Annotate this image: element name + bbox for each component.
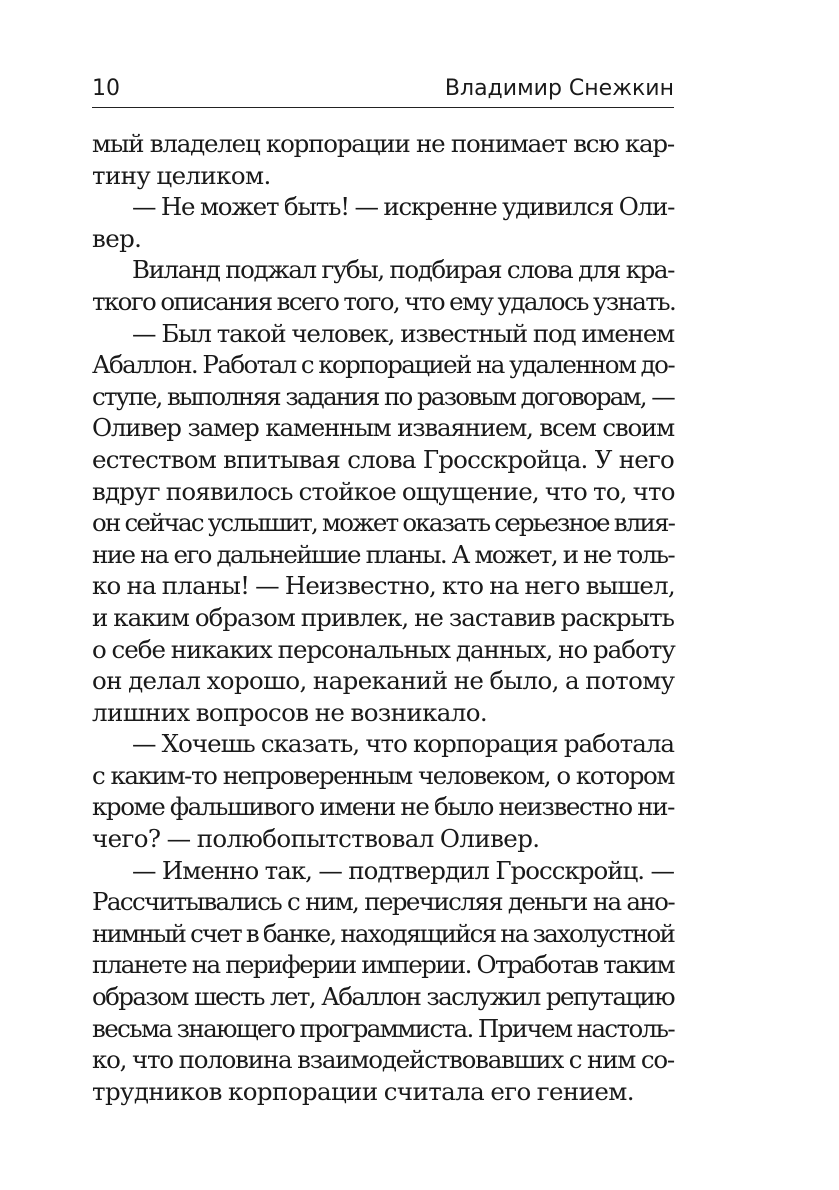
text-line: он сейчас услышит, может оказать серьезное влия- [92, 508, 675, 538]
text-line: чего? — полюбопытствовал Оливер. [92, 824, 540, 854]
text-line: кроме фальшивого имени не было неизвестно ни- [92, 792, 674, 822]
text-line: Рассчитывались с ним, перечисляя деньги на ано- [92, 887, 674, 917]
text-line: весьма знающего программиста. Причем настоль- [92, 1013, 674, 1043]
text-line: Оливер замер каменным изваянием, всем своим [92, 413, 674, 443]
text-line: планете на периферии империи. Отработав таким [92, 950, 674, 980]
page-number: 10 [92, 76, 120, 101]
text-line: образом шесть лет, Абаллон заслужил репутацию [92, 982, 674, 1012]
text-line: — Был такой человек, известный под именем [132, 318, 674, 348]
text-line: вдруг появилось стойкое ощущение, что то, что [92, 476, 675, 506]
text-line: лишних вопросов не возникало. [92, 697, 488, 727]
text-line: о себе никаких персональных данных, но работу [92, 634, 675, 664]
text-line: Абаллон. Работал с корпорацией на удаленном до- [92, 350, 674, 380]
text-line: — Именно так, — подтвердил Гросскройц. — [132, 855, 674, 885]
body-text [92, 128, 674, 1107]
text-line: ко, что половина взаимодействовавших с ним со- [92, 1045, 674, 1075]
text-line: Виланд поджал губы, подбирая слова для кра- [132, 255, 674, 285]
text-line: ткого описания всего того, что ему удалось узнать. [92, 286, 676, 316]
text-line: ние на его дальнейшие планы. А может, и не толь- [92, 539, 674, 569]
text-line: с каким-то непроверенным человеком, о котором [92, 760, 674, 790]
page-header [92, 74, 674, 108]
text-line: — Хочешь сказать, что корпорация работала [132, 729, 674, 759]
text-line: мый владелец корпорации не понимает всю кар- [92, 129, 674, 158]
text-line: вер. [92, 223, 142, 253]
text-line: — Не может быть! — искренне удивился Оли- [132, 192, 675, 222]
text-line: ступе, выполняя задания по разовым договорам, — [92, 381, 674, 411]
text-line: он делал хорошо, нареканий не было, а потому [92, 666, 675, 696]
text-line: трудников корпорации считала его гением. [92, 1076, 634, 1106]
running-head-author: Владимир Снежкин [444, 76, 674, 101]
text-line: естеством впитывая слова Гросскройца. У него [92, 444, 674, 474]
text-line: и каким образом привлек, не заставив раскрыть [92, 602, 674, 632]
text-line: тину целиком. [92, 160, 271, 190]
text-line: ко на планы! — Неизвестно, кто на него вышел, [92, 571, 675, 601]
text-line: нимный счет в банке, находящийся на захолустной [92, 918, 674, 948]
